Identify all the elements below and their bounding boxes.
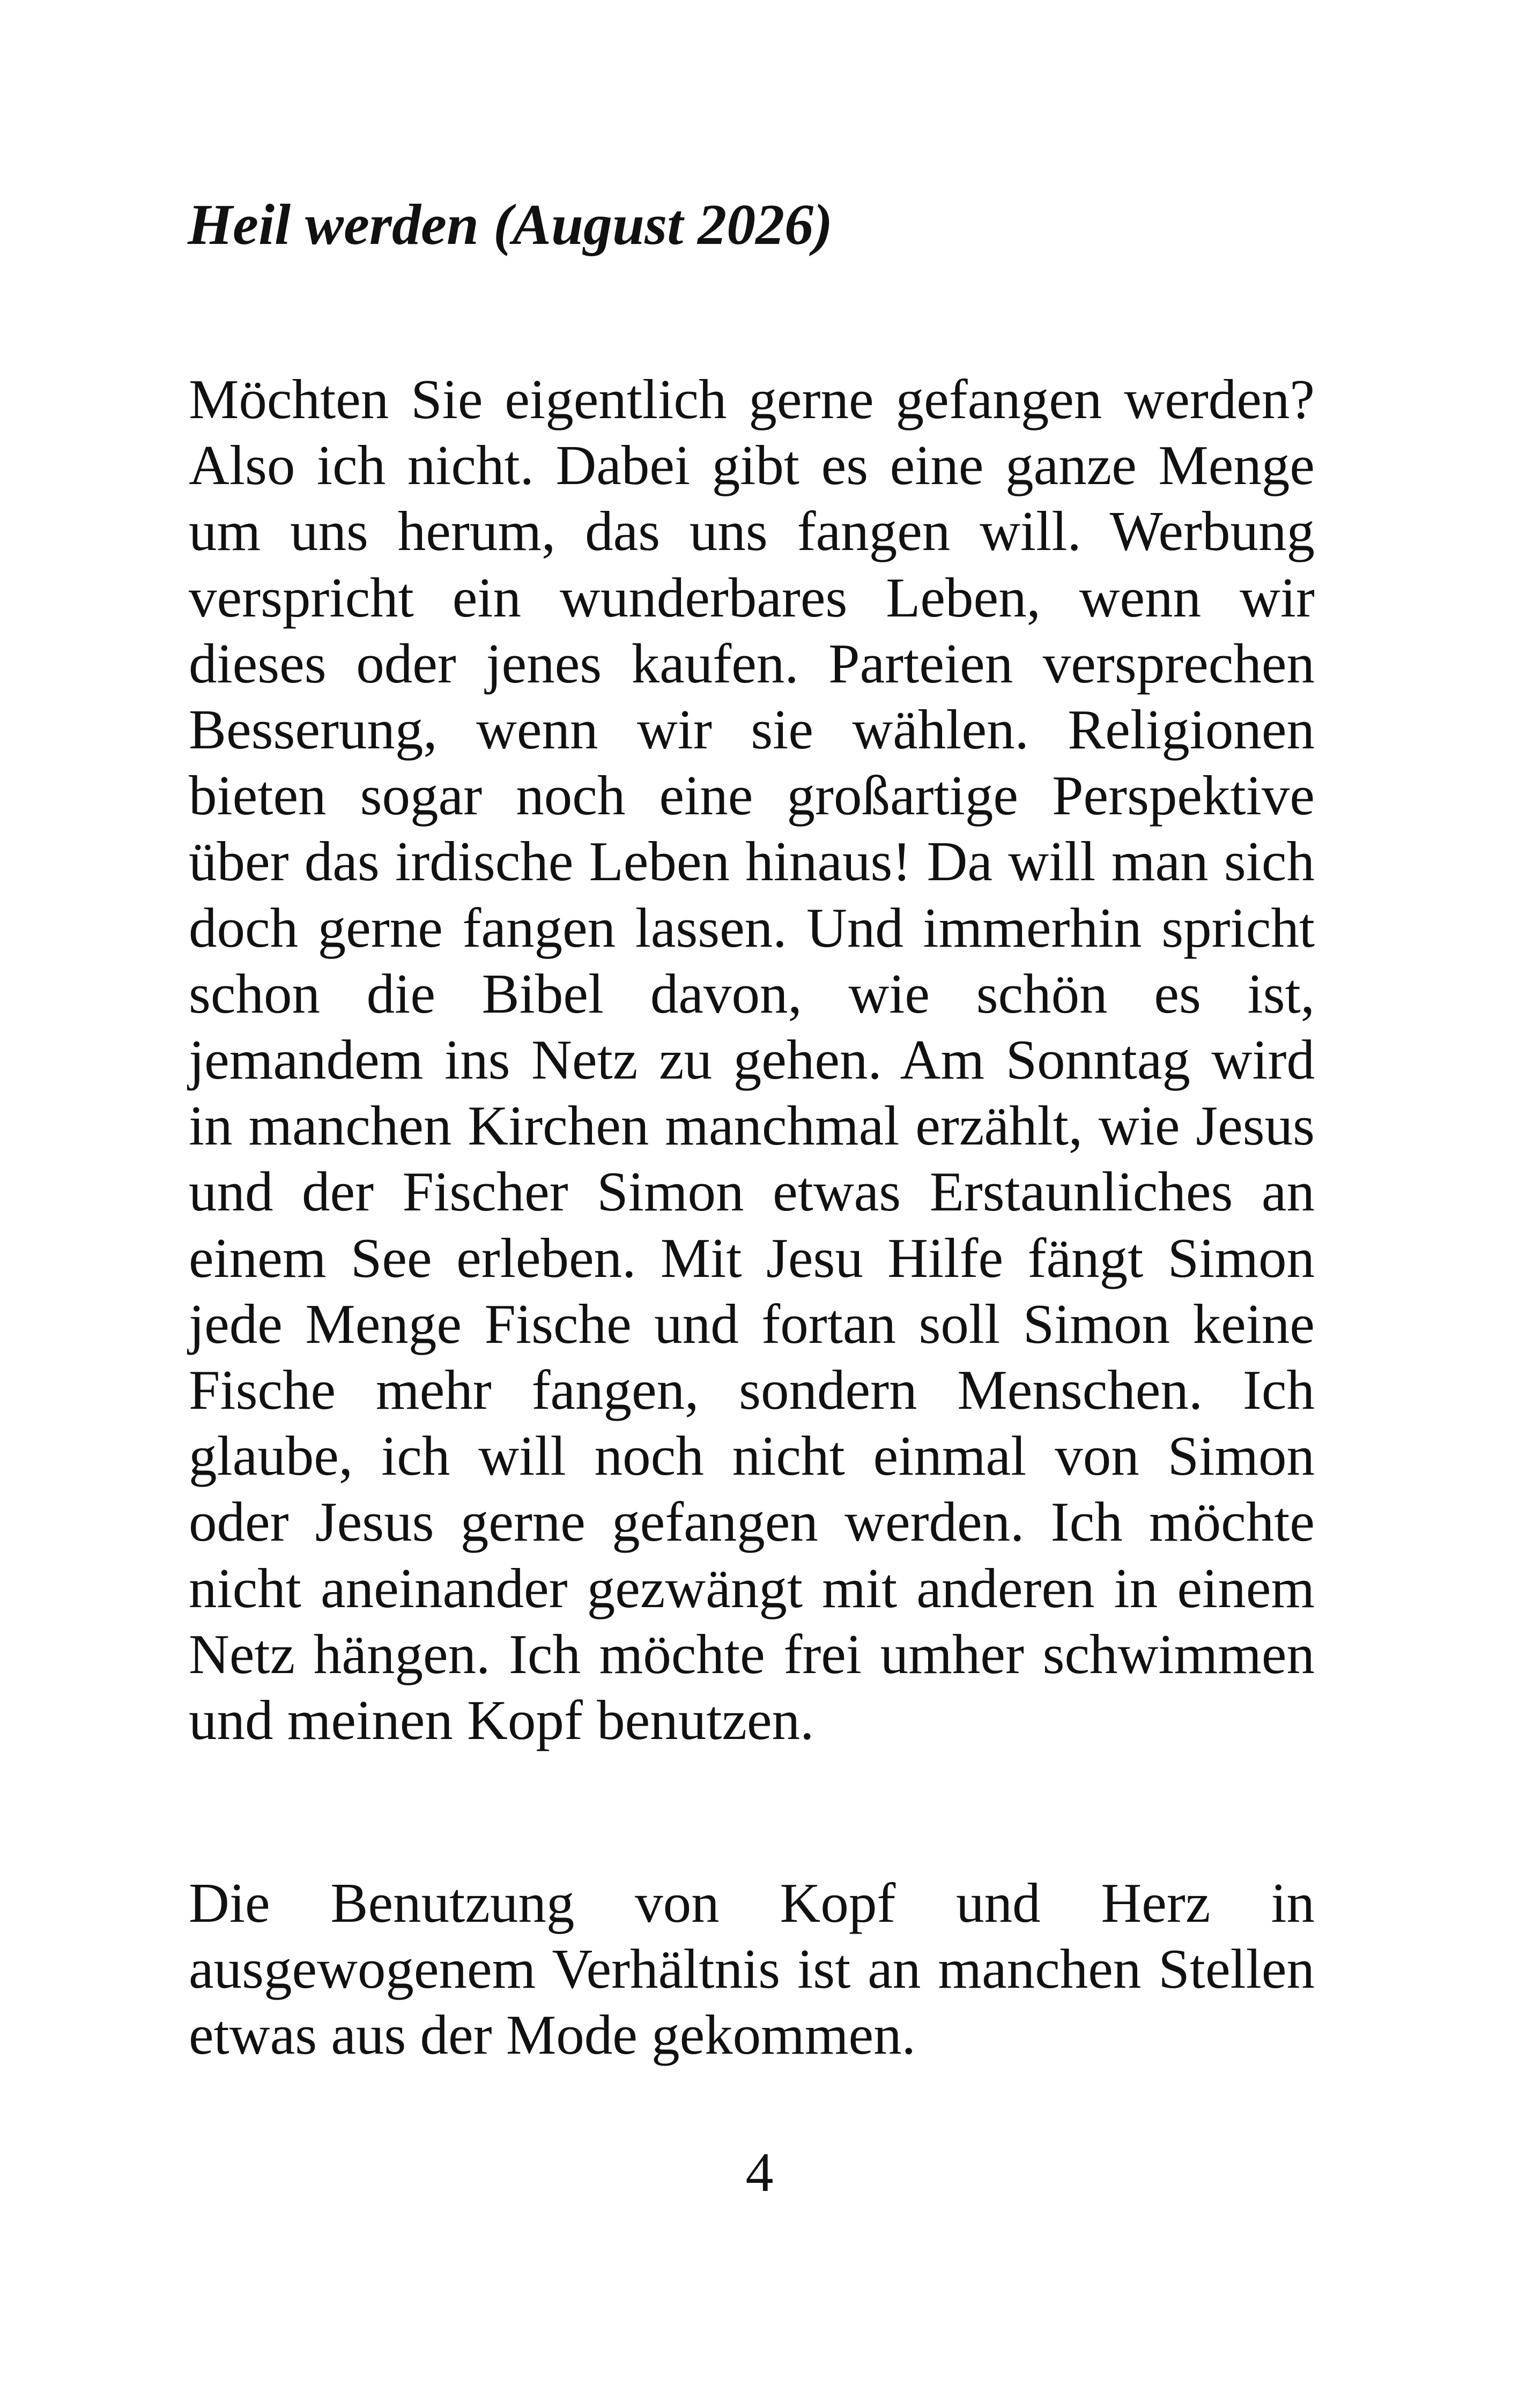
body-paragraph-1: Möchten Sie eigentlich gerne gefangen werden? Also ich nicht. Dabei gibt es eine ganze Menge um uns herum, das uns fangen will. Werbung verspricht ein wunderbares Leben, wenn wir dieses oder jenes kaufen. Parteien versprechen Besserung, wenn wir sie wählen. Religionen bieten sogar noch eine großartige Perspektive über das irdische Leben hinaus! Da will man sich doch gerne fangen lassen. Und immerhin spricht schon die Bibel davon, wie schön es ist, jemandem ins Netz zu gehen. Am Sonntag wird in manchen Kirchen manchmal erzählt, wie Jesus und der Fischer Simon etwas Erstaunliches an einem See erleben. Mit Jesu Hilfe fängt Simon jede Menge Fische und fortan soll Simon keine Fische mehr fangen, sondern Menschen. Ich glaube, ich will noch nicht einmal von Simon oder Jesus gerne gefangen werden. Ich möchte nicht aneinander gezwängt mit anderen in einem Netz hängen. Ich möchte frei umher schwimmen und meinen Kopf benutzen.: [189, 368, 1315, 1752]
page-number: 4: [745, 2142, 774, 2203]
page-title: Heil werden (August 2026): [188, 193, 833, 257]
body-paragraph-2: Die Benutzung von Kopf und Herz in ausgewogenem Verhältnis ist an manchen Stellen etwas aus der Mode gekommen.: [189, 1871, 1315, 2067]
